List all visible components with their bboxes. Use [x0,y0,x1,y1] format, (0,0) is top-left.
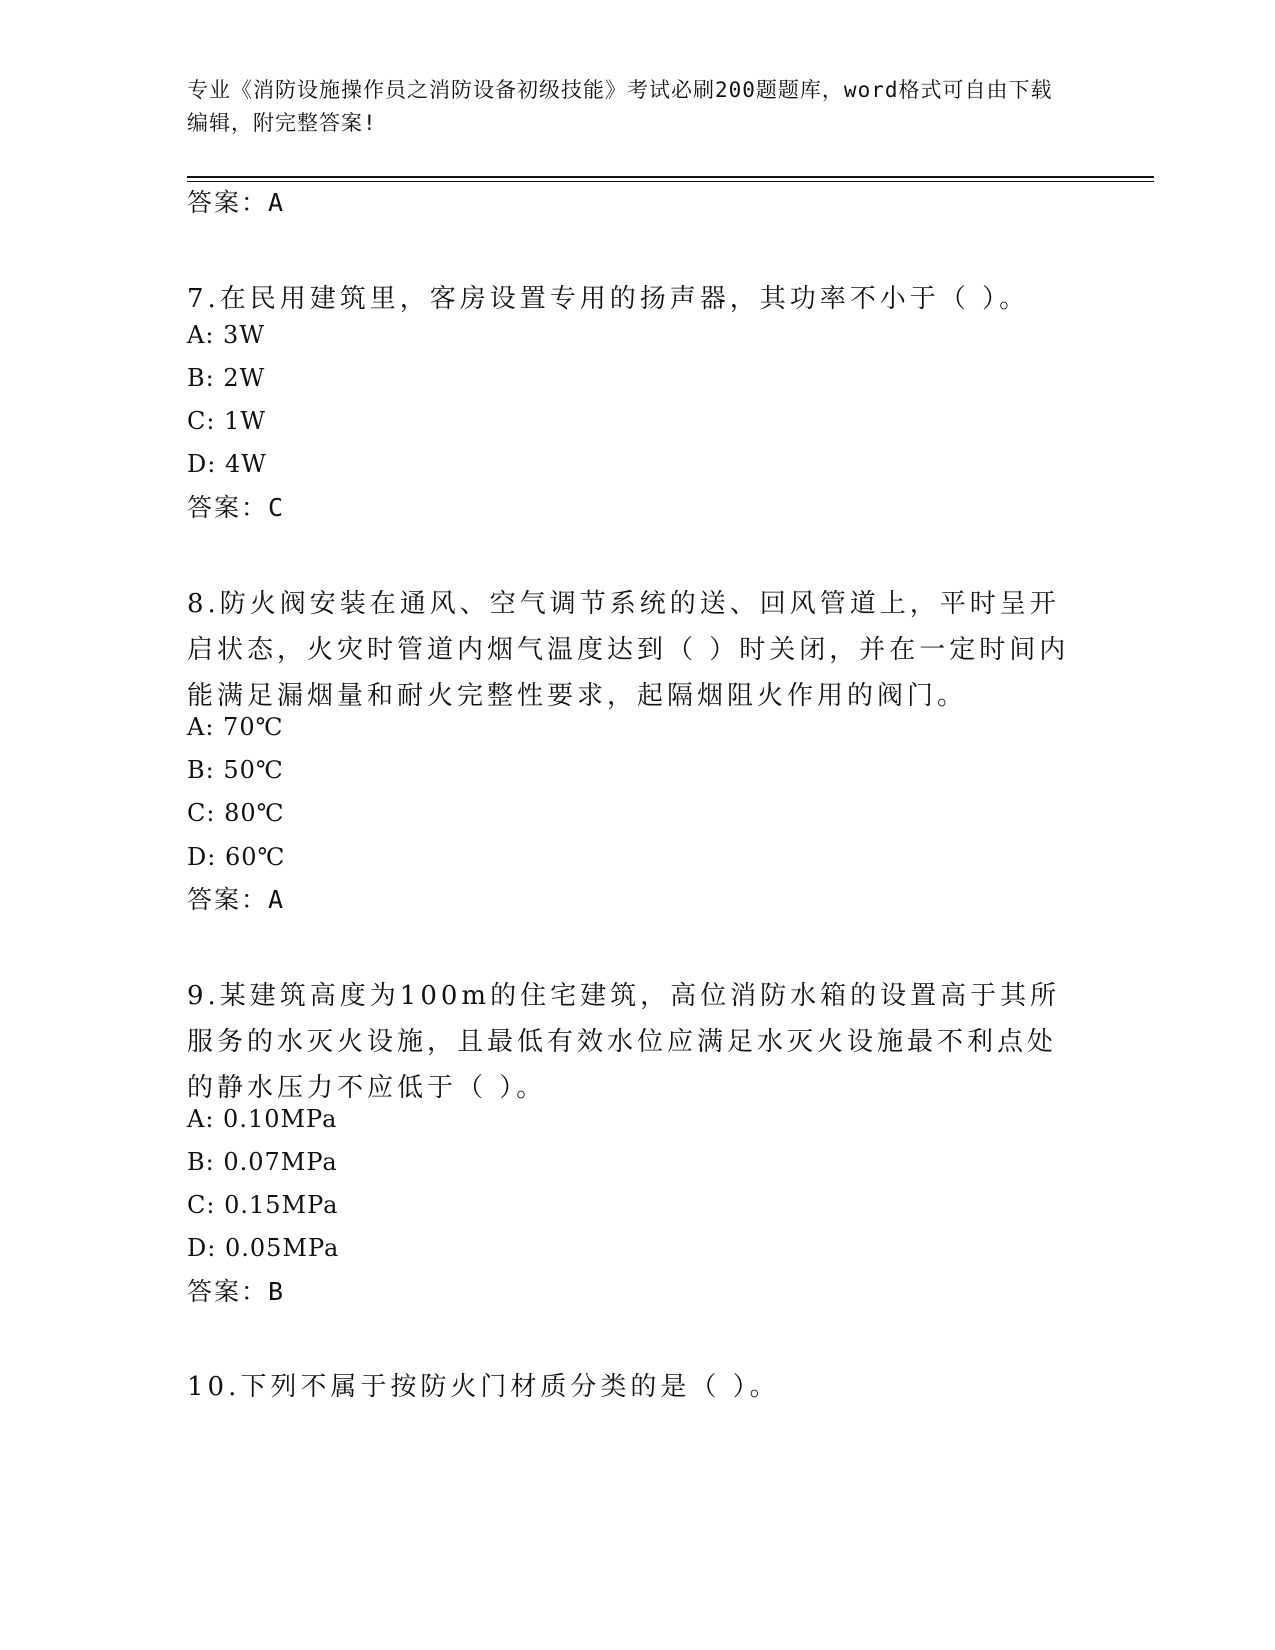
option-7-a: A: 3W [187,321,265,349]
header-divider-thick [187,176,1154,178]
option-9-b: B: 0.07MPa [187,1148,338,1176]
option-8-a: A: 70℃ [187,713,284,741]
option-9-c: C: 0.15MPa [187,1191,339,1219]
answer-q8: 答案：A [187,885,286,914]
option-9-a: A: 0.10MPa [187,1105,338,1133]
question-7: 7.在民用建筑里，客房设置专用的扬声器，其功率不小于（ ）。 [187,284,1030,314]
answer-q9: 答案：B [187,1277,286,1306]
question-9: 9.某建筑高度为100m的住宅建筑，高位消防水箱的设置高于其所服务的水灭火设施，且最低有效水位应满足水灭火设施最不利点处的静水压力不应低于（ ）。 [187,981,1061,1103]
question-10: 10.下列不属于按防火门材质分类的是（ ）。 [187,1372,780,1402]
option-8-d: D: 60℃ [187,843,286,871]
question-8: 8.防火阀安装在通风、空气调节系统的送、回风管道上，平时呈开启状态，火灾时管道内烟气温度达到（ ）时关闭，并在一定时间内能满足漏烟量和耐火完整性要求，起隔烟阻火作用的阀门。 [187,589,1070,711]
header-divider-thin [187,181,1154,182]
option-7-d: D: 4W [187,450,267,478]
answer-q6: 答案：A [187,188,286,217]
option-7-c: C: 1W [187,407,267,435]
option-8-b: B: 50℃ [187,756,284,784]
answer-q7: 答案：C [187,493,286,522]
option-7-b: B: 2W [187,364,266,392]
document-header: 专业《消防设施操作员之消防设备初级技能》考试必刷200题题库，word格式可自由下载编辑，附完整答案! [187,78,1053,135]
option-8-c: C: 80℃ [187,799,285,827]
option-9-d: D: 0.05MPa [187,1234,340,1262]
